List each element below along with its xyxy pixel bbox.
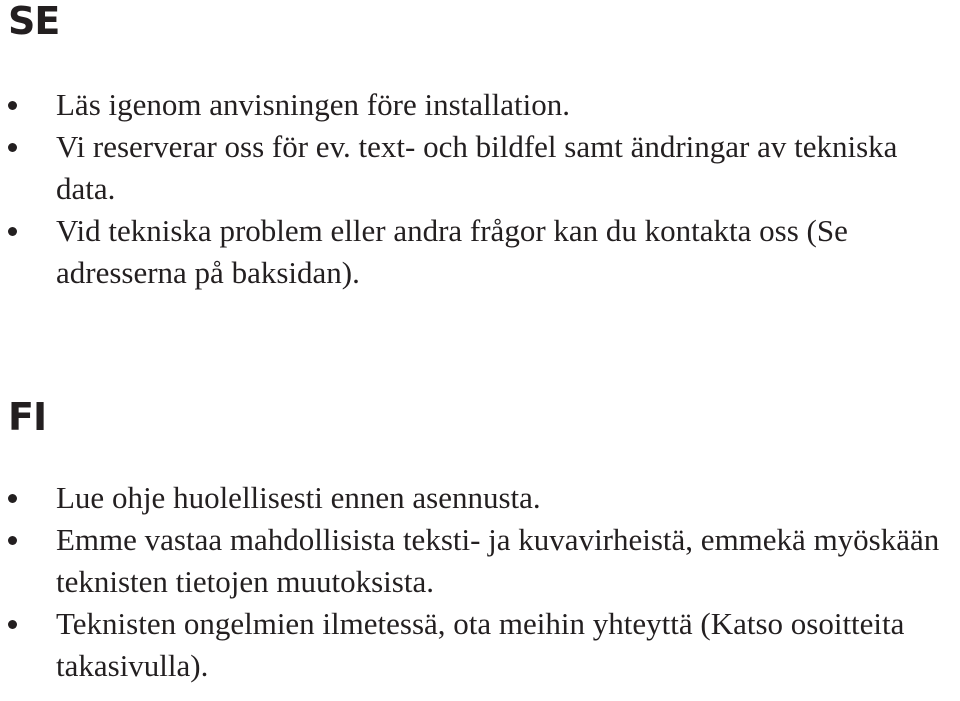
list-item bbox=[0, 210, 960, 294]
bullet-icon bbox=[8, 620, 17, 629]
list-item bbox=[0, 603, 960, 687]
bullet-list-fi bbox=[0, 477, 960, 687]
bullet-icon bbox=[8, 143, 17, 152]
list-item-text: Lue ohje huolellisesti ennen asennusta. bbox=[56, 480, 541, 515]
bullet-list-se bbox=[0, 84, 960, 294]
list-item bbox=[0, 477, 960, 519]
list-item-text: Emme vastaa mahdollisista teksti- ja kuvavirheistä, emmekä myöskään teknisten tietojen muutoksista. bbox=[56, 522, 940, 599]
list-item bbox=[0, 126, 960, 210]
list-item-text: Vid tekniska problem eller andra frågor kan du kontakta oss (Se adresserna på baksidan). bbox=[56, 213, 848, 290]
section-heading-fi: FI bbox=[8, 395, 47, 439]
bullet-icon bbox=[8, 101, 17, 110]
list-item-text: Läs igenom anvisningen före installation. bbox=[56, 87, 570, 122]
bullet-icon bbox=[8, 536, 17, 545]
list-item-text: Vi reserverar oss för ev. text- och bildfel samt ändringar av tekniska data. bbox=[56, 129, 898, 206]
bullet-icon bbox=[8, 494, 17, 503]
bullet-icon bbox=[8, 227, 17, 236]
section-heading-se: SE bbox=[8, 0, 60, 43]
list-item bbox=[0, 519, 960, 603]
list-item-text: Teknisten ongelmien ilmetessä, ota meihin yhteyttä (Katso osoitteita takasivulla). bbox=[56, 606, 905, 683]
list-item bbox=[0, 84, 960, 126]
